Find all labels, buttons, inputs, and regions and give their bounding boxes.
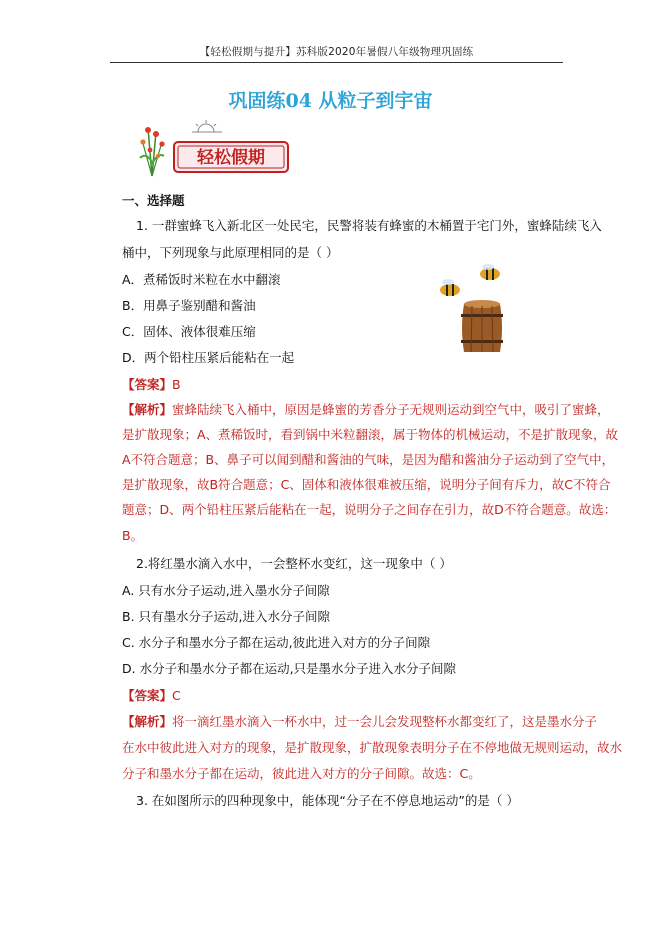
q2-option-c: C. 水分子和墨水分子都在运动,彼此进入对方的分子间隙 <box>122 635 431 650</box>
header-rule <box>110 62 563 63</box>
bee-icon <box>480 264 500 280</box>
q2-analysis-line3: 分子和墨水分子都在运动，彼此进入对方的分子间隙。故选：C。 <box>122 766 481 781</box>
page-header: 【轻松假期与提升】苏科版2020年暑假八年级物理巩固练 <box>199 46 474 58</box>
logo-text: 轻松假期 <box>197 148 265 168</box>
flower-plant-icon <box>140 127 165 176</box>
q2-stem: 2.将红墨水滴入水中，一会整杯水变红，这一现象中（ ） <box>136 556 452 571</box>
q1-analysis-line4: 是扩散现象，故B符合题意；C、固体和液体很难被压缩，说明分子间有斥力，故C不符合 <box>122 477 611 492</box>
sun-icon <box>192 120 222 132</box>
q1-analysis-line1: 【解析】蜜蜂陆续飞入桶中，原因是蜂蜜的芳香分子无规则运动到空气中，吸引了蜜蜂， <box>122 402 610 417</box>
section-heading: 一、选择题 <box>122 193 185 208</box>
q1-option-b: B．用鼻子鉴别醋和酱油 <box>122 298 256 313</box>
q2-option-a: A. 只有水分子运动,进入墨水分子间隙 <box>122 583 330 598</box>
q3-stem: 3. 在如图所示的四种现象中，能体现“分子在不停息地运动”的是（ ） <box>136 793 519 808</box>
q1-option-a: A．煮稀饭时米粒在水中翻滚 <box>122 272 281 287</box>
q1-answer: 【答案】B <box>122 377 181 392</box>
q2-option-d: D. 水分子和墨水分子都在运动,只是墨水分子进入水分子间隙 <box>122 661 457 676</box>
holiday-logo <box>134 118 294 180</box>
q1-stem-line1: 1. 一群蜜蜂飞入新北区一处民宅，民警将装有蜂蜜的木桶置于宅门外，蜜蜂陆续飞入 <box>136 218 602 233</box>
q1-stem-line2: 桶中，下列现象与此原理相同的是（ ） <box>122 245 339 260</box>
q2-option-b: B. 只有墨水分子运动,进入水分子间隙 <box>122 609 330 624</box>
bees-barrel-image <box>430 262 520 354</box>
q1-option-d: D．两个铅柱压紧后能粘在一起 <box>122 350 295 365</box>
q1-analysis-line6: B。 <box>122 528 144 543</box>
q1-analysis-line2: 是扩散现象；A、煮稀饭时，看到锅中米粒翻滚，属于物体的机械运动，不是扩散现象，故 <box>122 427 619 442</box>
q1-analysis-line5: 题意；D、两个铅柱压紧后能粘在一起，说明分子之间存在引力，故D不符合题意。故选： <box>122 502 617 517</box>
barrel-icon <box>461 300 503 352</box>
page-title: 巩固练04 从粒子到宇宙 <box>228 90 433 112</box>
q1-option-c: C．固体、液体很难压缩 <box>122 324 256 339</box>
q2-analysis-line1: 【解析】将一滴红墨水滴入一杯水中，过一会儿会发现整杯水都变红了，这是墨水分子 <box>122 714 598 729</box>
q2-analysis-line2: 在水中彼此进入对方的现象，是扩散现象，扩散现象表明分子在不停地做无规则运动，故水 <box>122 740 623 755</box>
q1-analysis-line3: A不符合题意；B、鼻子可以闻到醋和酱油的气味，是因为醋和酱油分子运动到了空气中， <box>122 452 615 467</box>
q2-answer: 【答案】C <box>122 688 181 703</box>
bee-icon <box>440 279 460 296</box>
